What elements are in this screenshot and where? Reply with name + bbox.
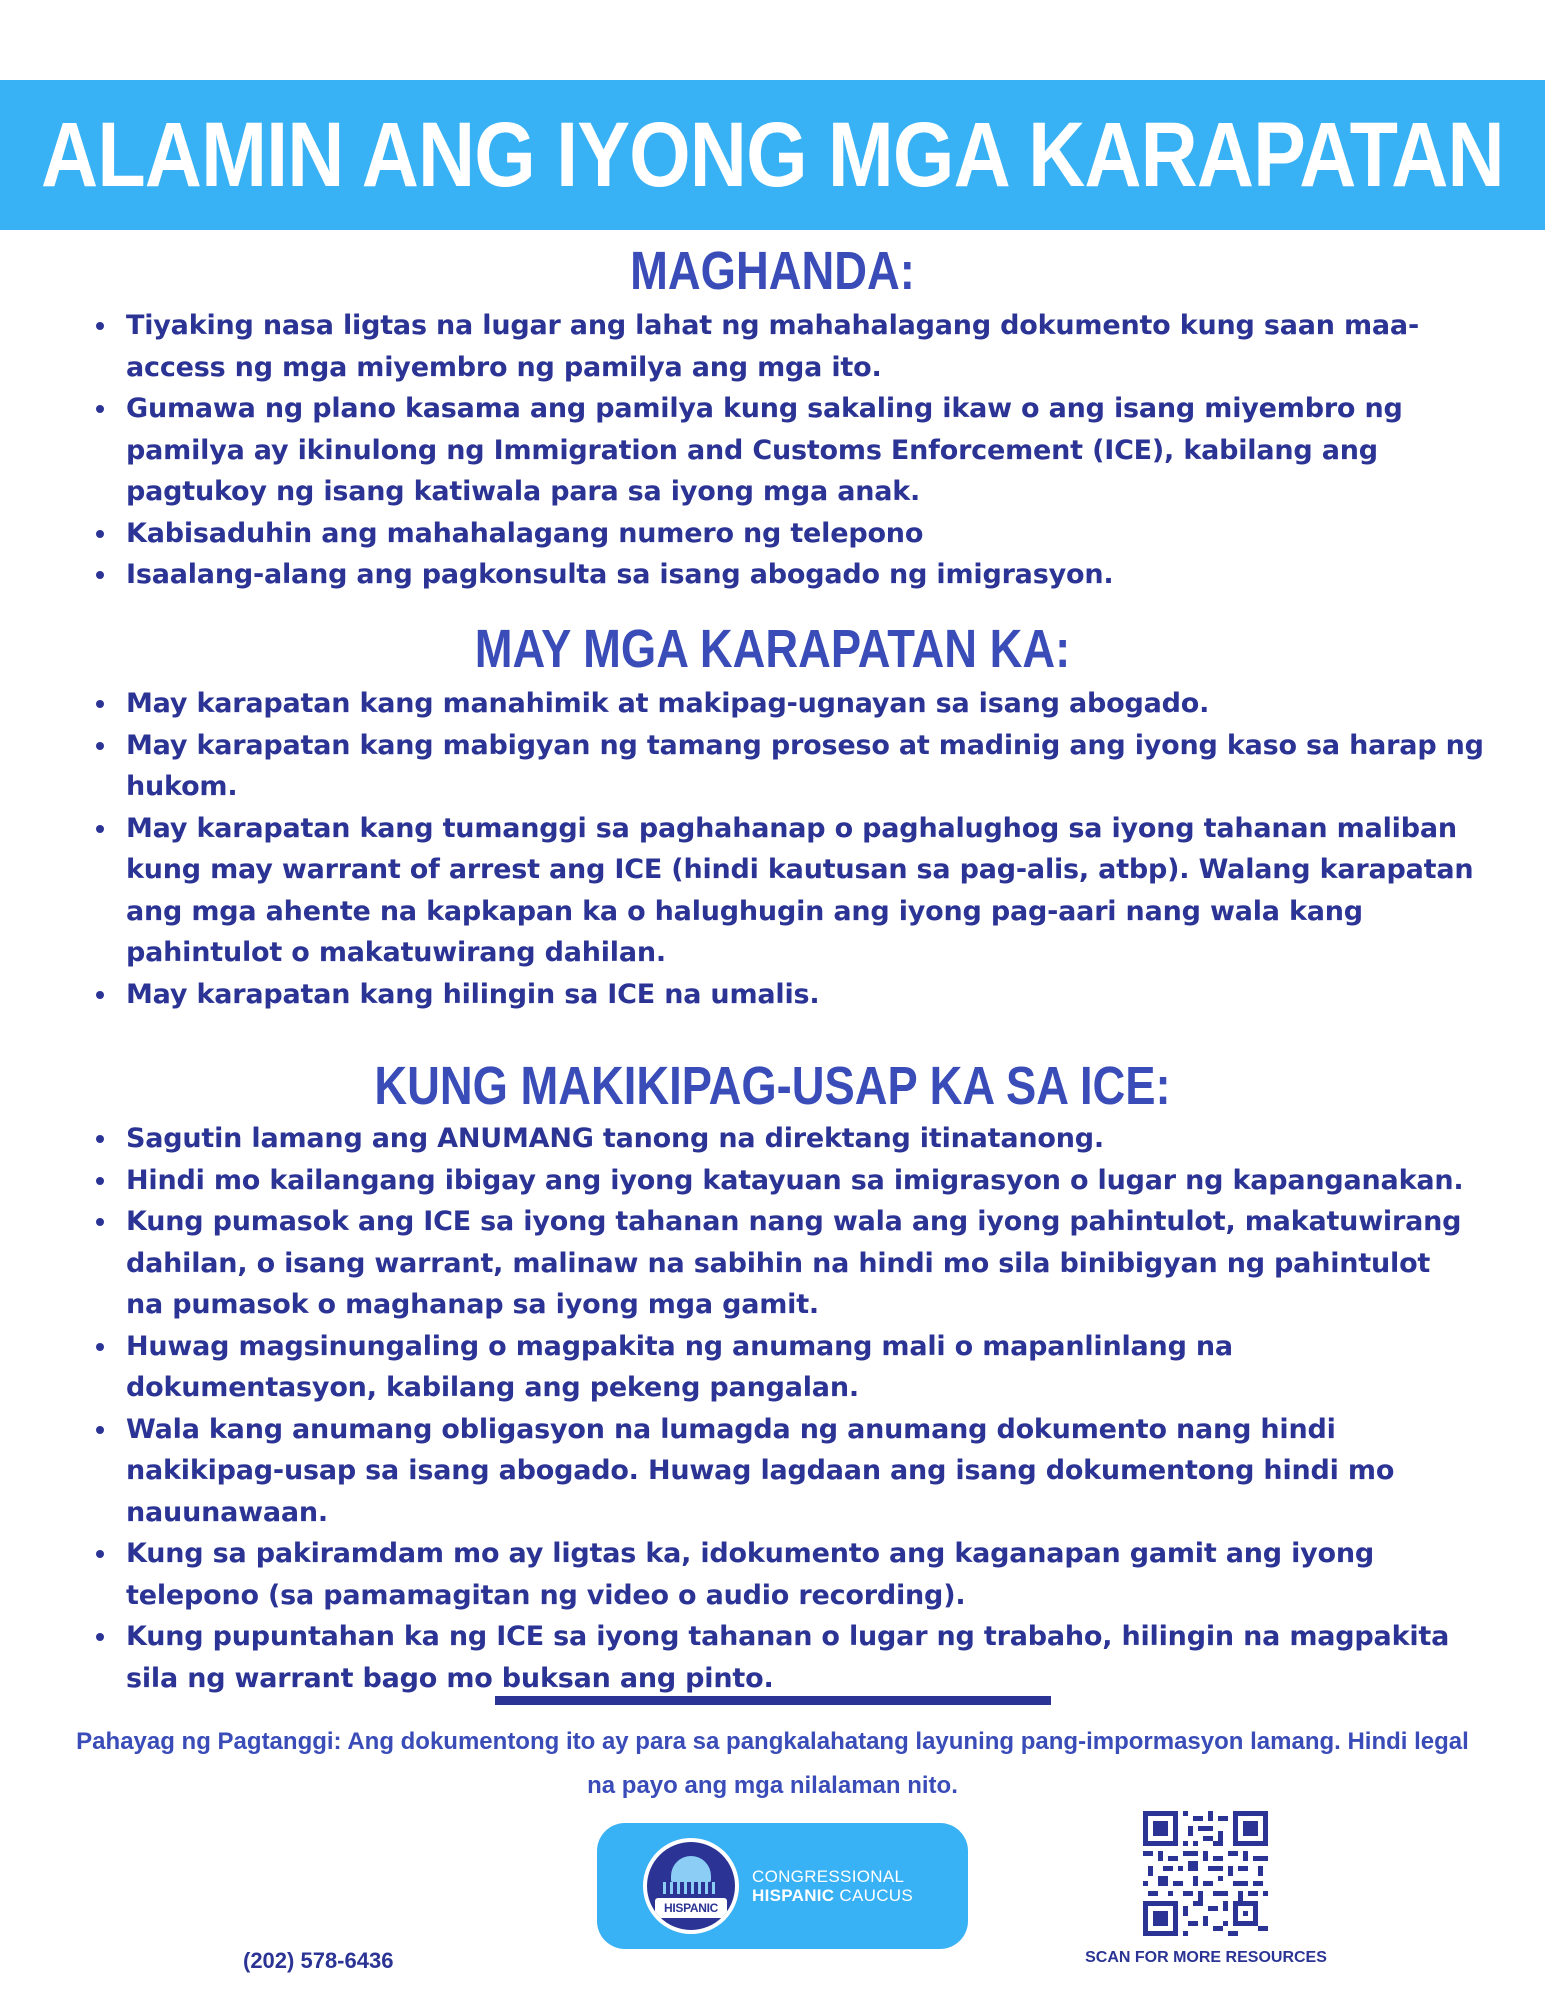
- logo-wordmark: [752, 1867, 913, 1905]
- section-heading-ice: KUNG MAKIKIPAG-USAP KA SA ICE:: [374, 1056, 1171, 1116]
- list-item: Isaalang-alang ang pagkonsulta sa isang abogado ng imigrasyon.: [96, 554, 1486, 596]
- divider: [495, 1696, 1051, 1705]
- list-item: Kung pumasok ang ICE sa iyong tahanan nang wala ang iyong pahintulot, makatuwirang dahilan, o isang warrant, malinaw na sabihin na hindi mo sila binibigyan ng pahintulot na pumasok o maghanap sa iyong mga gamit.: [96, 1201, 1476, 1326]
- maghanda-list: [96, 305, 1486, 596]
- section-heading-maghanda: MAGHANDA:: [630, 241, 915, 301]
- list-item: Hindi mo kailangang ibigay ang iyong katayuan sa imigrasyon o lugar ng kapanganakan.: [96, 1160, 1476, 1202]
- ice-list: [96, 1118, 1476, 1699]
- list-item: Kung sa pakiramdam mo ay ligtas ka, idokumento ang kaganapan gamit ang iyong telepono (sa pamamagitan ng video o audio recording).: [96, 1533, 1476, 1616]
- phone-number: (202) 578-6436: [243, 1948, 394, 1973]
- section-heading-karapatan: MAY MGA KARAPATAN KA:: [474, 619, 1071, 679]
- list-item: May karapatan kang mabigyan ng tamang proseso at madinig ang iyong kaso sa harap ng hukom.: [96, 725, 1496, 808]
- page-title: ALAMIN ANG IYONG MGA KARAPATAN: [41, 103, 1504, 206]
- list-item: Huwag magsinungaling o magpakita ng anumang mali o mapanlinlang na dokumentasyon, kabilang ang pekeng pangalan.: [96, 1326, 1476, 1409]
- seal-label: HISPANIC: [663, 1901, 719, 1915]
- list-item: Sagutin lamang ang ANUMANG tanong na direktang itinatanong.: [96, 1118, 1476, 1160]
- capitol-seal-icon: [643, 1838, 739, 1934]
- list-item: Tiyaking nasa ligtas na lugar ang lahat ng mahahalagang dokumento kung saan maa-access ng mga miyembro ng pamilya ang mga ito.: [96, 305, 1486, 388]
- list-item: May karapatan kang manahimik at makipag-ugnayan sa isang abogado.: [96, 683, 1496, 725]
- logo-line-2-bold: HISPANIC: [752, 1886, 835, 1905]
- list-item: Kabisaduhin ang mahahalagang numero ng telepono: [96, 513, 1486, 555]
- chc-logo: [597, 1823, 968, 1949]
- qr-caption: SCAN FOR MORE RESOURCES: [1085, 1949, 1327, 1966]
- list-item: May karapatan kang hilingin sa ICE na umalis.: [96, 974, 1496, 1016]
- list-item: Wala kang anumang obligasyon na lumagda ng anumang dokumento nang hindi nakikipag-usap sa isang abogado. Huwag lagdaan ang isang dokumentong hindi mo nauunawaan.: [96, 1409, 1476, 1534]
- disclaimer: Pahayag ng Pagtanggi: Ang dokumentong ito ay para sa pangkalahatang layuning pang-impormasyon lamang. Hindi legal na payo ang mga nilalaman nito.: [76, 1728, 1469, 1799]
- list-item: Kung pupuntahan ka ng ICE sa iyong tahanan o lugar ng trabaho, hilingin na magpakita sila ng warrant bago mo buksan ang pinto.: [96, 1616, 1476, 1699]
- logo-line-2-rest: CAUCUS: [839, 1886, 913, 1905]
- list-item: May karapatan kang tumanggi sa paghahanap o paghalughog sa iyong tahanan maliban kung may warrant of arrest ang ICE (hindi kautusan sa pag-alis, atbp). Walang karapatan ang mga ahente na kapkapan ka o halughugin ang iyong pag-aari nang wala kang pahintulot o makatuwirang dahilan.: [96, 808, 1496, 974]
- karapatan-list: [96, 683, 1496, 1015]
- logo-line-1: CONGRESSIONAL: [752, 1867, 905, 1886]
- qr-code-icon[interactable]: [1143, 1811, 1268, 1936]
- title-banner: [0, 80, 1545, 230]
- list-item: Gumawa ng plano kasama ang pamilya kung sakaling ikaw o ang isang miyembro ng pamilya ay ikinulong ng Immigration and Customs Enforcement (ICE), kabilang ang pagtukoy ng isang katiwala para sa iyong mga anak.: [96, 388, 1486, 513]
